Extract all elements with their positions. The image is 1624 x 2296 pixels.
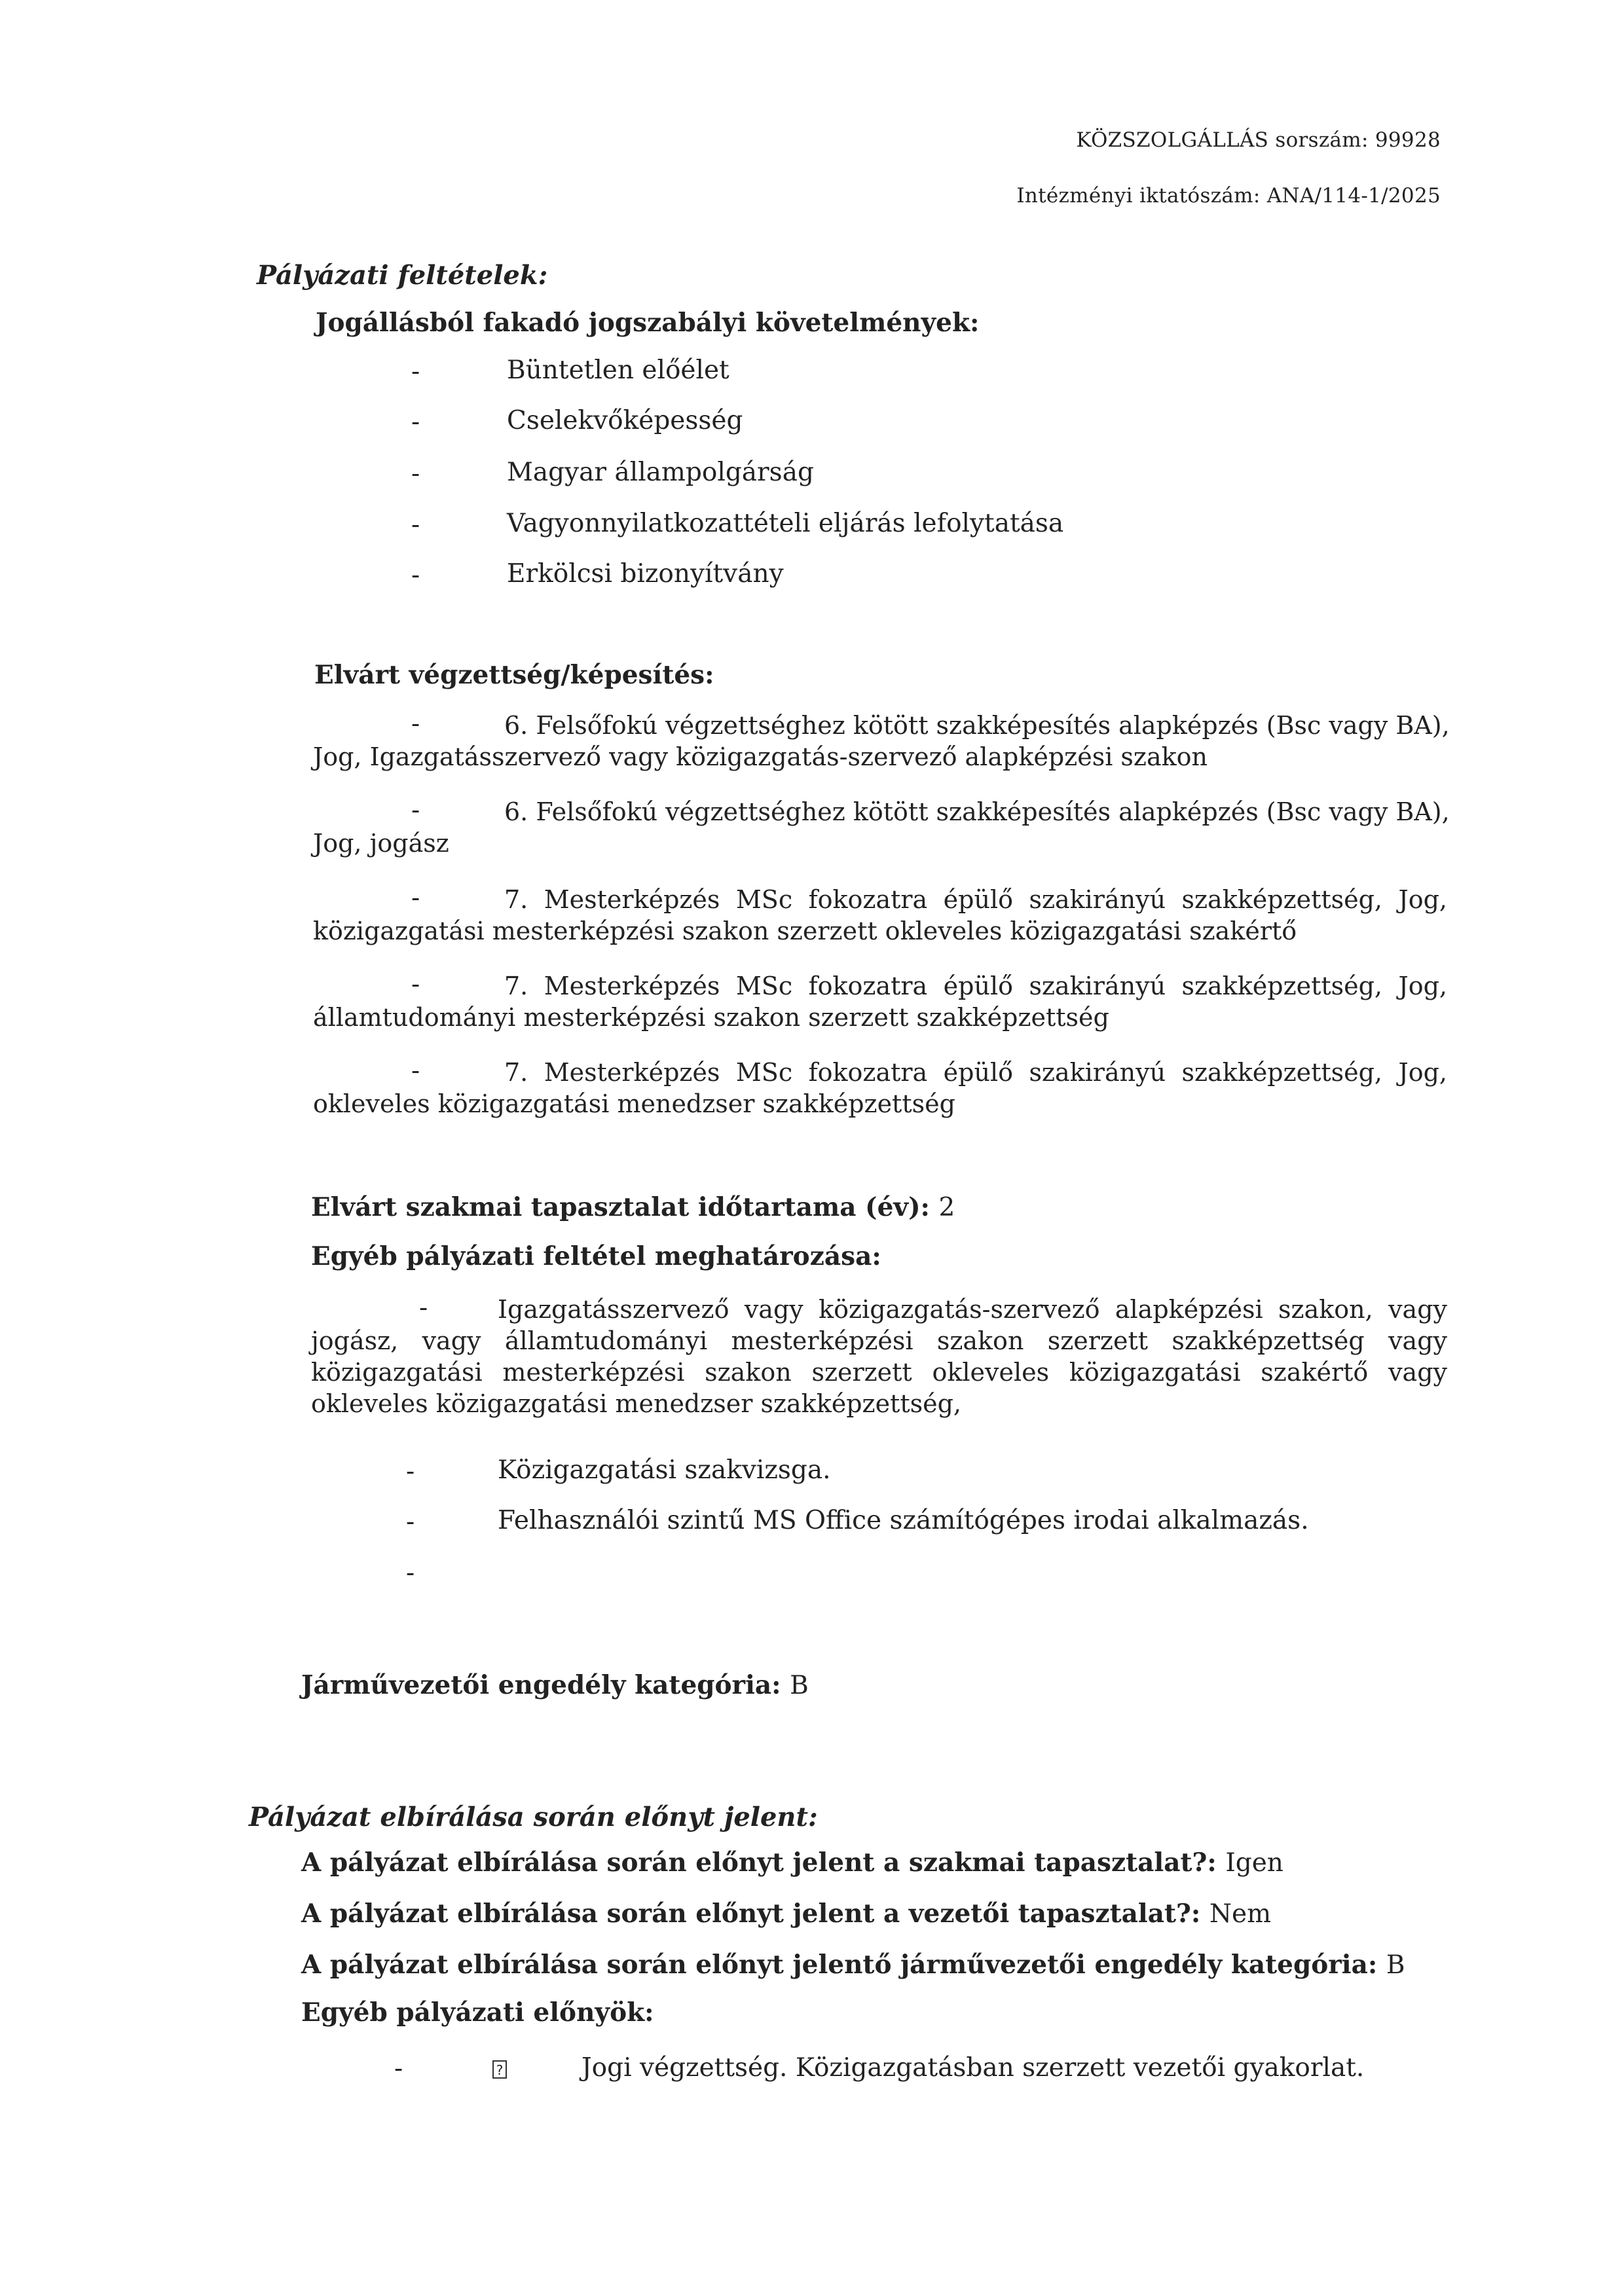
conditions-title: Pályázati feltételek: [257, 260, 548, 291]
list-dash: - [411, 1056, 420, 1085]
list-dash: - [411, 357, 420, 386]
advantage-license [301, 1950, 1405, 1980]
document-serial-number: KÖZSZOLGÁLLÁS sorszám: 99928 [1076, 128, 1441, 152]
education-item-first-line: 6. Felsőfokú végzettséghez kötött szakképesítés alapképzés (Bsc vagy BA), [504, 797, 1450, 826]
advantage-leadership [301, 1899, 1271, 1929]
registration-number: Intézményi iktatószám: ANA/114-1/2025 [1016, 184, 1441, 208]
list-item: Erkölcsi bizonyítvány [507, 559, 784, 589]
education-item-rest: Jog, jogász [313, 829, 449, 858]
education-item-rest: okleveles közigazgatási menedzser szakképzettség [313, 1089, 955, 1118]
list-dash: - [419, 1293, 428, 1322]
education-item [313, 970, 1447, 1033]
license-requirement [301, 1670, 809, 1700]
list-dash: - [411, 709, 420, 738]
advantage-professional-label: A pályázat elbírálása során előnyt jelent a szakmai tapasztalat?: [301, 1848, 1217, 1878]
list-dash: - [411, 459, 420, 488]
list-dash: - [406, 1558, 415, 1588]
license-value: B [790, 1671, 809, 1700]
list-item: Felhasználói szintű MS Office számítógépes irodai alkalmazás. [498, 1506, 1309, 1535]
education-heading: Elvárt végzettség/képesítés: [314, 660, 714, 690]
list-dash: - [394, 2054, 403, 2083]
education-item [313, 710, 1450, 773]
education-item-rest: közigazgatási mesterképzési szakon szerzett okleveles közigazgatási szakértő [313, 917, 1297, 945]
list-dash: - [411, 970, 420, 999]
other-advantage-item: Jogi végzettség. Közigazgatásban szerzett vezetői gyakorlat. [581, 2053, 1365, 2083]
paragraph-line: Igazgatásszervező vagy közigazgatás-szervező alapképzési szakon, vagy [498, 1295, 1447, 1324]
experience-requirement [311, 1192, 955, 1222]
list-dash: - [411, 795, 420, 825]
list-dash: - [411, 407, 420, 437]
legal-requirements-heading: Jogállásból fakadó jogszabályi követelmények: [316, 308, 980, 338]
advantage-license-value: B [1386, 1950, 1405, 1980]
education-item-first-line: 6. Felsőfokú végzettséghez kötött szakképesítés alapképzés (Bsc vagy BA), [504, 711, 1450, 740]
paragraph-line: okleveles közigazgatási menedzser szakképzettség, [311, 1389, 961, 1418]
list-item: Vagyonnyilatkozattételi eljárás lefolytatása [507, 509, 1064, 538]
advantage-leadership-value: Nem [1209, 1899, 1272, 1929]
experience-value: 2 [938, 1193, 955, 1222]
list-item: Büntetlen előélet [507, 355, 729, 385]
missing-glyph-box-icon: ? [492, 2060, 507, 2079]
other-conditions-paragraph [311, 1294, 1447, 1419]
education-item-rest: Jog, Igazgatásszervező vagy közigazgatás-szervező alapképzési szakon [313, 742, 1208, 771]
other-advantages-heading: Egyéb pályázati előnyök: [301, 1997, 654, 2028]
education-item [313, 884, 1447, 947]
list-item: Közigazgatási szakvizsga. [498, 1455, 831, 1485]
list-dash: - [411, 883, 420, 913]
list-item: Magyar állampolgárság [507, 458, 814, 487]
education-item-rest: államtudományi mesterképzési szakon szerzett szakképzettség [313, 1003, 1109, 1032]
license-label: Járművezetői engedély kategória: [301, 1670, 781, 1700]
other-conditions-heading: Egyéb pályázati feltétel meghatározása: [311, 1241, 881, 1271]
list-dash: - [406, 1457, 415, 1486]
education-item-first-line: 7. Mesterképzés MSc fokozatra épülő szakirányú szakképzettség, Jog, [504, 1058, 1447, 1087]
advantage-license-label: A pályázat elbírálása során előnyt jelentő járművezetői engedély kategória: [301, 1950, 1378, 1980]
education-item-first-line: 7. Mesterképzés MSc fokozatra épülő szakirányú szakképzettség, Jog, [504, 972, 1447, 1000]
advantage-professional-value: Igen [1225, 1848, 1283, 1878]
list-item: Cselekvőképesség [507, 406, 743, 435]
list-dash: - [411, 560, 420, 590]
experience-label: Elvárt szakmai tapasztalat időtartama (év): [311, 1192, 930, 1222]
advantage-professional [301, 1848, 1283, 1878]
paragraph-line: jogász, vagy államtudományi mesterképzési szakon szerzett szakképzettség vagy [311, 1326, 1447, 1355]
education-item [313, 796, 1450, 859]
paragraph-line: közigazgatási mesterképzési szakon szerzett okleveles közigazgatási szakértő vagy [311, 1358, 1447, 1387]
advantages-title: Pályázat elbírálása során előnyt jelent: [249, 1802, 818, 1832]
list-dash: - [411, 510, 420, 539]
education-item-first-line: 7. Mesterképzés MSc fokozatra épülő szakirányú szakképzettség, Jog, [504, 885, 1447, 914]
advantage-leadership-label: A pályázat elbírálása során előnyt jelent a vezetői tapasztalat?: [301, 1899, 1201, 1929]
education-item [313, 1057, 1447, 1120]
list-dash: - [406, 1507, 415, 1537]
